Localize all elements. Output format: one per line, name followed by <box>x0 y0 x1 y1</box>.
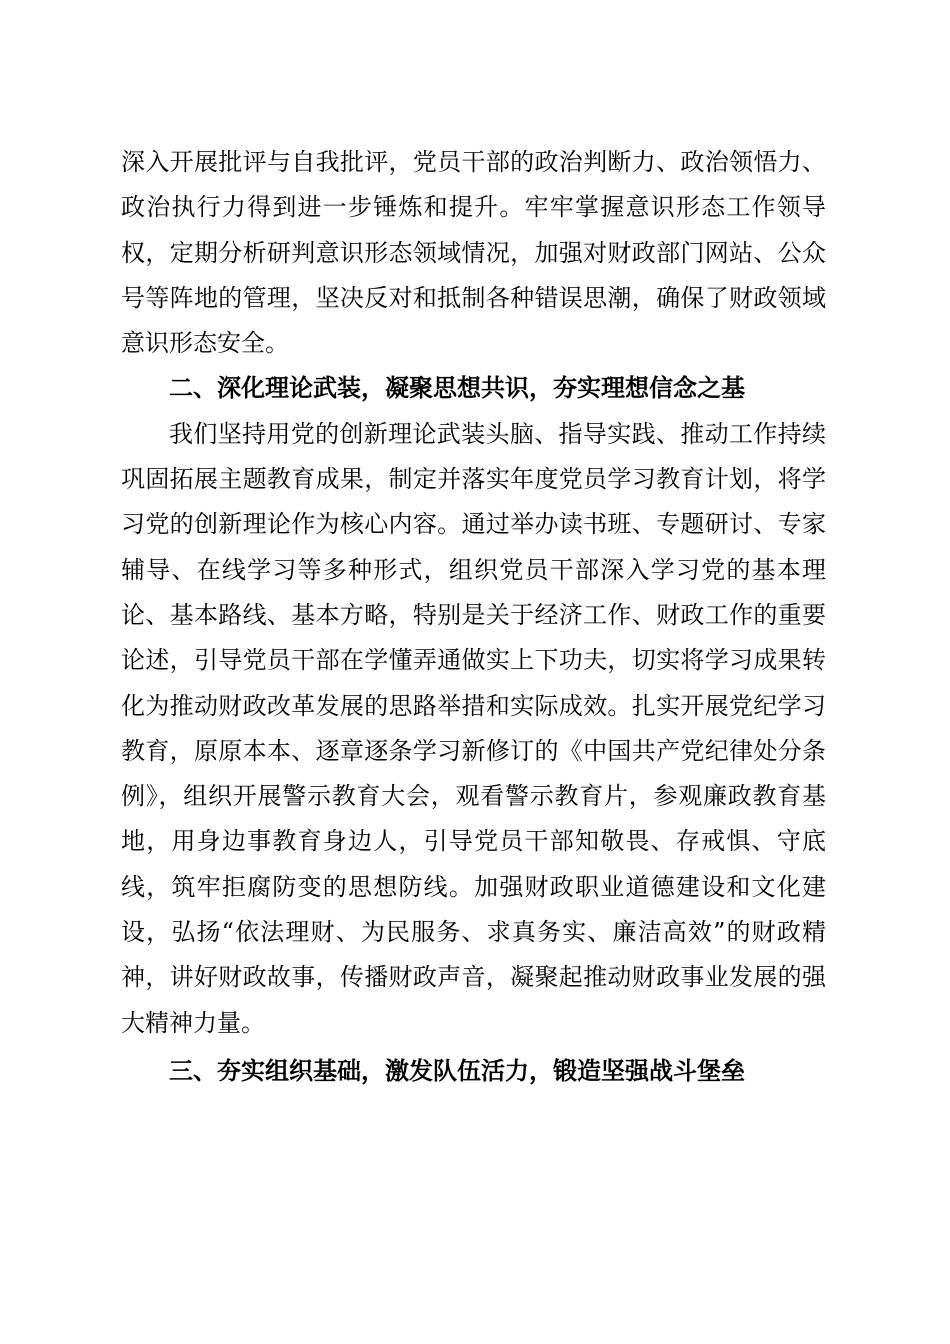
paragraph-continuation: 深入开展批评与自我批评，党员干部的政治判断力、政治领悟力、政治执行力得到进一步锤炼和提升。牢牢掌握意识形态工作领导权，定期分析研判意识形态领域情况，加强对财政部门网站、公众号等阵地的管理，坚决反对和抵制各种错误思潮，确保了财政领域意识形态安全。 <box>121 148 826 358</box>
section-heading-3: 三、夯实组织基础，激发队伍活力，锻造坚强战斗堡垒 <box>169 1056 745 1085</box>
document-body <box>121 140 826 1094</box>
section-heading-2: 二、深化理论武装，凝聚思想共识，夯实理想信念之基 <box>169 374 745 403</box>
section-2-paragraph: 我们坚持用党的创新理论武装头脑、指导实践、推动工作持续巩固拓展主题教育成果，制定并落实年度党员学习教育计划，将学习党的创新理论作为核心内容。通过举办读书班、专题研讨、专家辅导、在线学习等多种形式，组织党员干部深入学习党的基本理论、基本路线、基本方略，特别是关于经济工作、财政工作的重要论述，引导党员干部在学懂弄通做实上下功夫，切实将学习成果转化为推动财政改革发展的思路举措和实际成效。扎实开展党纪学习教育，原原本本、逐章逐条学习新修订的《中国共产党纪律处分条例》，组织开展警示教育大会，观看警示教育片，参观廉政教育基地，用身边事教育身边人，引导党员干部知敬畏、存戒惧、守底线，筑牢拒腐防变的思想防线。加强财政职业道德建设和文化建设，弘扬“依法理财、为民服务、求真务实、廉洁高效”的财政精神，讲好财政故事，传播财政声音，凝聚起推动财政事业发展的强大精神力量。 <box>121 419 826 1037</box>
